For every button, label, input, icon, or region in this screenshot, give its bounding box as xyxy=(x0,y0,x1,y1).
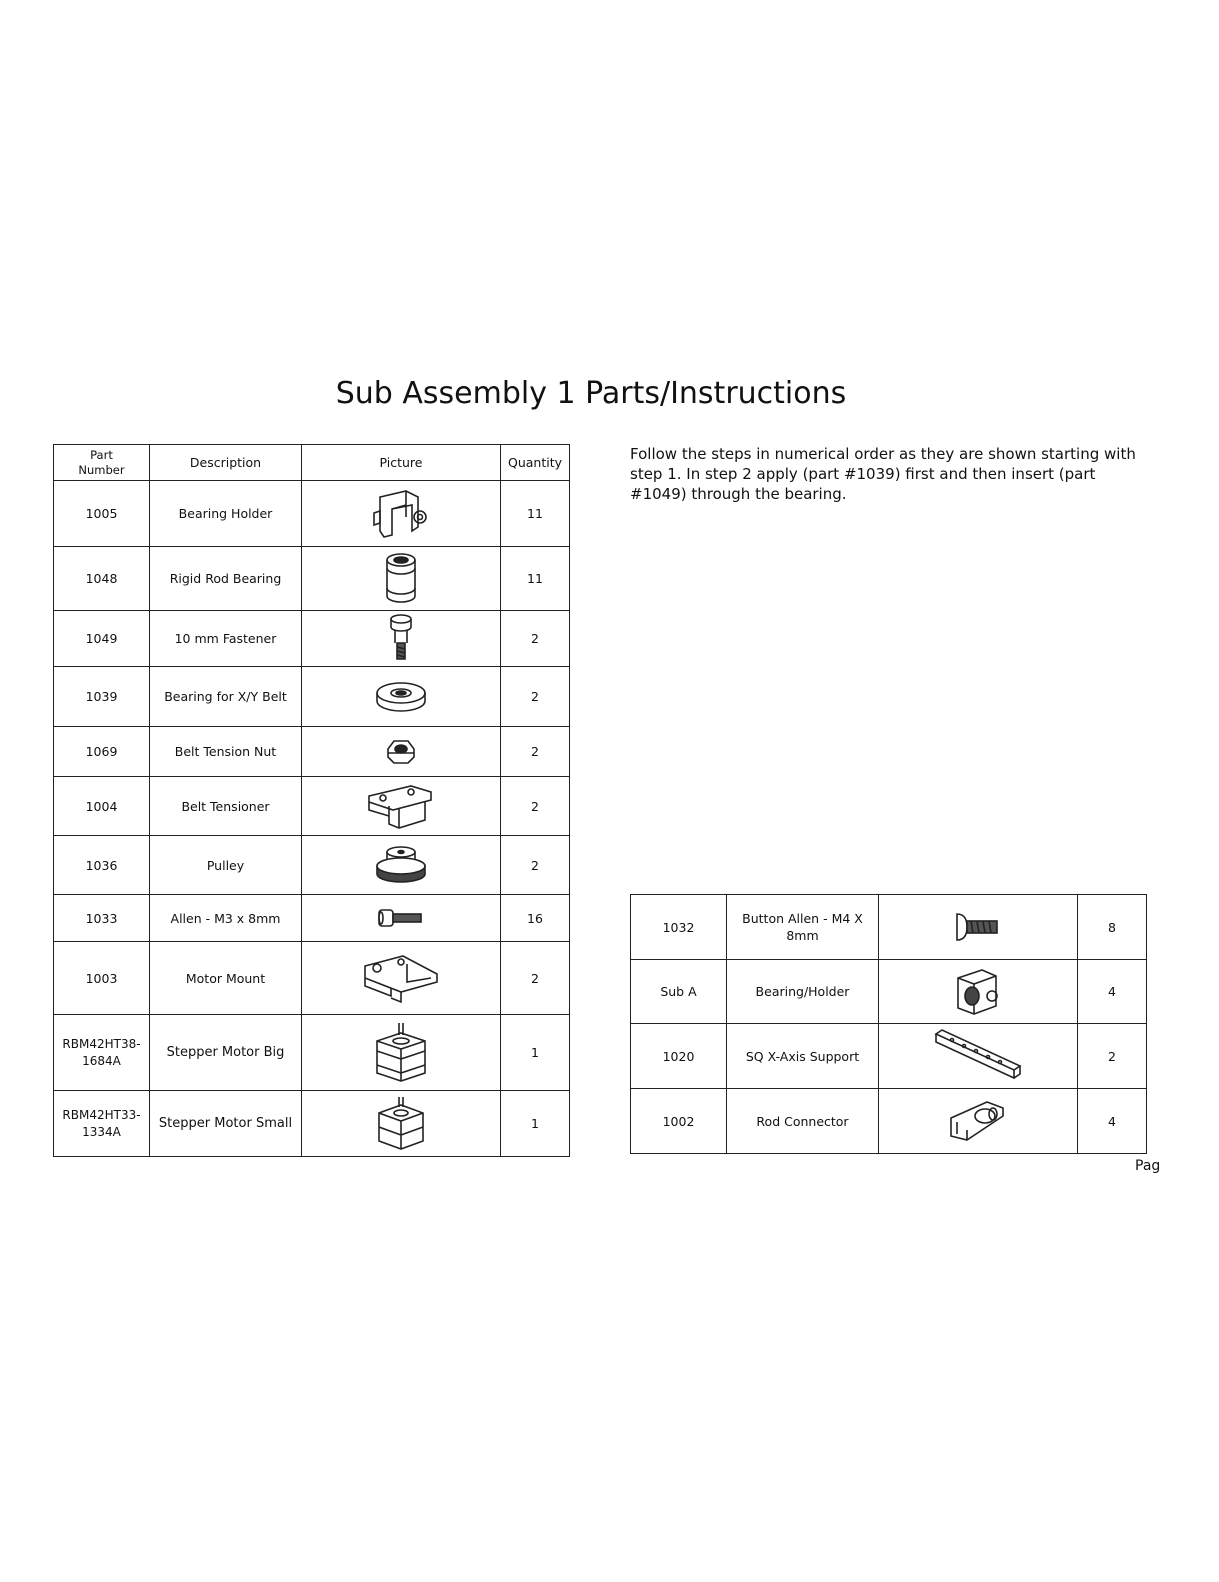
header-quantity: Quantity xyxy=(501,445,570,481)
parts-table-left xyxy=(53,444,570,1157)
ball-bearing-icon xyxy=(373,679,429,715)
part-description: Belt Tensioner xyxy=(150,777,302,836)
part-quantity: 16 xyxy=(501,895,570,942)
part-quantity: 2 xyxy=(501,611,570,667)
part-number: 1039 xyxy=(54,667,150,727)
part-quantity: 2 xyxy=(501,727,570,777)
table-row xyxy=(54,942,570,1015)
table-row xyxy=(54,481,570,547)
part-number: 1002 xyxy=(631,1089,727,1154)
part-picture xyxy=(302,611,501,667)
part-picture xyxy=(879,895,1078,960)
part-quantity: 8 xyxy=(1078,895,1147,960)
header-part-number: Part Number xyxy=(54,445,150,481)
page-number-label: Pag xyxy=(1135,1158,1161,1174)
x-axis-support-icon xyxy=(932,1028,1024,1084)
part-picture xyxy=(879,960,1078,1024)
table-row xyxy=(54,1091,570,1157)
part-quantity: 2 xyxy=(1078,1024,1147,1089)
part-picture xyxy=(302,836,501,895)
part-picture xyxy=(302,547,501,611)
part-description: Bearing/Holder xyxy=(727,960,879,1024)
belt-tensioner-icon xyxy=(365,780,437,832)
part-number: 1033 xyxy=(54,895,150,942)
part-description: Allen - M3 x 8mm xyxy=(150,895,302,942)
instructions-text: Follow the steps in numerical order as they are shown starting with step 1. In step 2 apply (part #1039) first and then insert (part #1049) through the bearing. xyxy=(630,445,1136,503)
parts-table-right xyxy=(630,894,1147,1154)
part-quantity: 2 xyxy=(501,777,570,836)
table-row xyxy=(631,1089,1147,1154)
part-quantity: 2 xyxy=(501,942,570,1015)
part-quantity: 11 xyxy=(501,547,570,611)
table-header-row xyxy=(54,445,570,481)
table-row xyxy=(54,611,570,667)
part-description: Motor Mount xyxy=(150,942,302,1015)
table-row xyxy=(54,1015,570,1091)
stepper-motor-icon xyxy=(373,1021,429,1085)
button-screw-icon xyxy=(953,910,1003,944)
part-picture xyxy=(879,1024,1078,1089)
part-picture xyxy=(302,895,501,942)
part-description: SQ X-Axis Support xyxy=(727,1024,879,1089)
part-description: Bearing for X/Y Belt xyxy=(150,667,302,727)
header-picture: Picture xyxy=(302,445,501,481)
table-row xyxy=(54,836,570,895)
part-picture xyxy=(302,942,501,1015)
motor-mount-icon xyxy=(361,952,441,1004)
part-description: Bearing Holder xyxy=(150,481,302,547)
header-description: Description xyxy=(150,445,302,481)
part-quantity: 1 xyxy=(501,1091,570,1157)
table-row xyxy=(631,960,1147,1024)
part-description: Button Allen - M4 X 8mm xyxy=(727,895,879,960)
table-row xyxy=(54,547,570,611)
bearing-holder-assembly-icon xyxy=(952,966,1004,1018)
part-picture xyxy=(302,481,501,547)
table-row xyxy=(54,777,570,836)
part-picture xyxy=(302,667,501,727)
nut-icon xyxy=(386,737,416,767)
part-number: 1048 xyxy=(54,547,150,611)
pulley-icon xyxy=(371,842,431,888)
part-quantity: 1 xyxy=(501,1015,570,1091)
part-quantity: 2 xyxy=(501,667,570,727)
part-picture xyxy=(302,1091,501,1157)
part-number: 1032 xyxy=(631,895,727,960)
part-quantity: 4 xyxy=(1078,1089,1147,1154)
fastener-icon xyxy=(386,613,416,665)
part-description: Belt Tension Nut xyxy=(150,727,302,777)
allen-screw-icon xyxy=(375,907,427,929)
stepper-motor-small-icon xyxy=(375,1095,427,1153)
bearing-holder-icon xyxy=(366,487,436,541)
part-description: Pulley xyxy=(150,836,302,895)
part-description: Stepper Motor Small xyxy=(150,1091,302,1157)
part-number: 1004 xyxy=(54,777,150,836)
part-number: 1020 xyxy=(631,1024,727,1089)
part-picture xyxy=(302,777,501,836)
part-picture xyxy=(302,1015,501,1091)
table-row xyxy=(631,1024,1147,1089)
table-row xyxy=(54,667,570,727)
part-number: 1003 xyxy=(54,942,150,1015)
part-description: Rigid Rod Bearing xyxy=(150,547,302,611)
table-row xyxy=(631,895,1147,960)
part-number: 1049 xyxy=(54,611,150,667)
part-number: 1069 xyxy=(54,727,150,777)
part-quantity: 11 xyxy=(501,481,570,547)
part-number: Sub A xyxy=(631,960,727,1024)
part-number: RBM42HT38-1684A xyxy=(54,1015,150,1091)
rod-bearing-icon xyxy=(376,550,426,608)
page-title: Sub Assembly 1 Parts/Instructions xyxy=(335,376,847,411)
part-quantity: 2 xyxy=(501,836,570,895)
part-description: Stepper Motor Big xyxy=(150,1015,302,1091)
part-number: 1005 xyxy=(54,481,150,547)
part-picture xyxy=(302,727,501,777)
table-row xyxy=(54,727,570,777)
part-quantity: 4 xyxy=(1078,960,1147,1024)
part-number: RBM42HT33-1334A xyxy=(54,1091,150,1157)
table-row xyxy=(54,895,570,942)
part-picture xyxy=(879,1089,1078,1154)
part-number: 1036 xyxy=(54,836,150,895)
part-description: Rod Connector xyxy=(727,1089,879,1154)
rod-connector-icon xyxy=(947,1096,1009,1146)
part-description: 10 mm Fastener xyxy=(150,611,302,667)
